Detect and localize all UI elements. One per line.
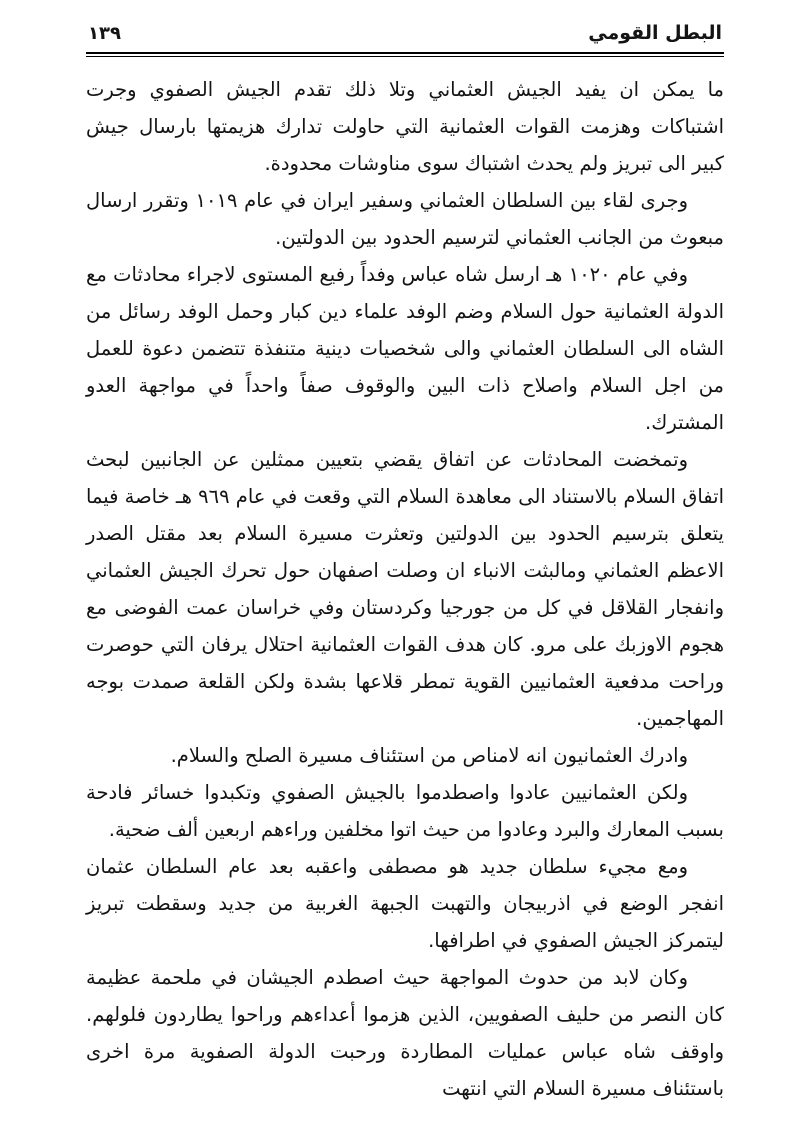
paragraph: وكان لابد من حدوث المواجهة حيث اصطدم الجيشان في ملحمة عظيمة كان النصر من حليف الصفويين، الذين هزموا أعداءهم وراحوا يطاردون فلولهم. واوقف شاه عباس عمليات المطاردة ورحبت الدولة الصفوية مرة اخرى باستئناف مسيرة السلام التي انتهت: [86, 966, 724, 1100]
paragraph: وفي عام ١٠٢٠ هـ ارسل شاه عباس وفداً رفيع المستوى لاجراء محادثات مع الدولة العثمانية حول السلام وضم الوفد علماء دين كبار وحمل الوفد رسائل من الشاه الى السلطان العثماني والى شخصيات دينية متنفذة تتضمن دعوة للعمل من اجل السلام واصلاح ذات البين والوقوف صفاً واحداً في مواجهة العدو المشترك.: [86, 263, 724, 434]
paragraph: وجرى لقاء بين السلطان العثماني وسفير ايران في عام ١٠١٩ وتقرر ارسال مبعوث من الجانب العثماني لترسيم الحدود بين الدولتين.: [86, 189, 724, 249]
running-title: البطل القومي: [588, 22, 722, 44]
page-header: [86, 22, 724, 50]
paragraph: ومع مجيء سلطان جديد هو مصطفى واعقبه بعد عام السلطان عثمان انفجر الوضع في اذربيجان والتهبت الجبهة الغربية من جديد وسقطت تبريز ليتمركز الجيش الصفوي في اطرافها.: [86, 855, 724, 952]
page-number: ١٣٩: [88, 23, 121, 44]
paragraph: ولكن العثمانيين عادوا واصطدموا بالجيش الصفوي وتكبدوا خسائر فادحة بسبب المعارك والبرد وعادوا من حيث اتوا مخلفين وراءهم اربعين ألف ضحية.: [86, 781, 724, 841]
page-body: [86, 71, 724, 1107]
paragraph: وادرك العثمانيون انه لامناص من استئناف مسيرة الصلح والسلام.: [170, 744, 688, 767]
paragraph: وتمخضت المحادثات عن اتفاق يقضي بتعيين ممثلين عن الجانبين لبحث اتفاق السلام بالاستناد الى معاهدة السلام التي وقعت في عام ٩٦٩ هـ خاصة فيما يتعلق بترسيم الحدود بين الدولتين وتعثرت مسيرة السلام بعد مقتل الصدر الاعظم العثماني ومالبثت الانباء ان وصلت اصفهان حول تحرك الجيش العثماني وانفجار القلاقل في كل من جورجيا وكردستان وفي خراسان عمت الفوضى مع هجوم الاوزبك على مرو. كان هدف القوات العثمانية احتلال يرفان التي حوصرت وراحت مدفعية العثمانيين القوية تمطر قلاعها بشدة ولكن القلعة صمدت بوجه المهاجمين.: [86, 448, 724, 730]
header-divider: [86, 52, 724, 57]
paragraph: ما يمكن ان يفيد الجيش العثماني وتلا ذلك تقدم الجيش الصفوي وجرت اشتباكات وهزمت القوات العثمانية التي حاولت تدارك هزيمتها بارسال جيش كبير الى تبريز ولم يحدث اشتباك سوى مناوشات محدودة.: [86, 78, 724, 175]
